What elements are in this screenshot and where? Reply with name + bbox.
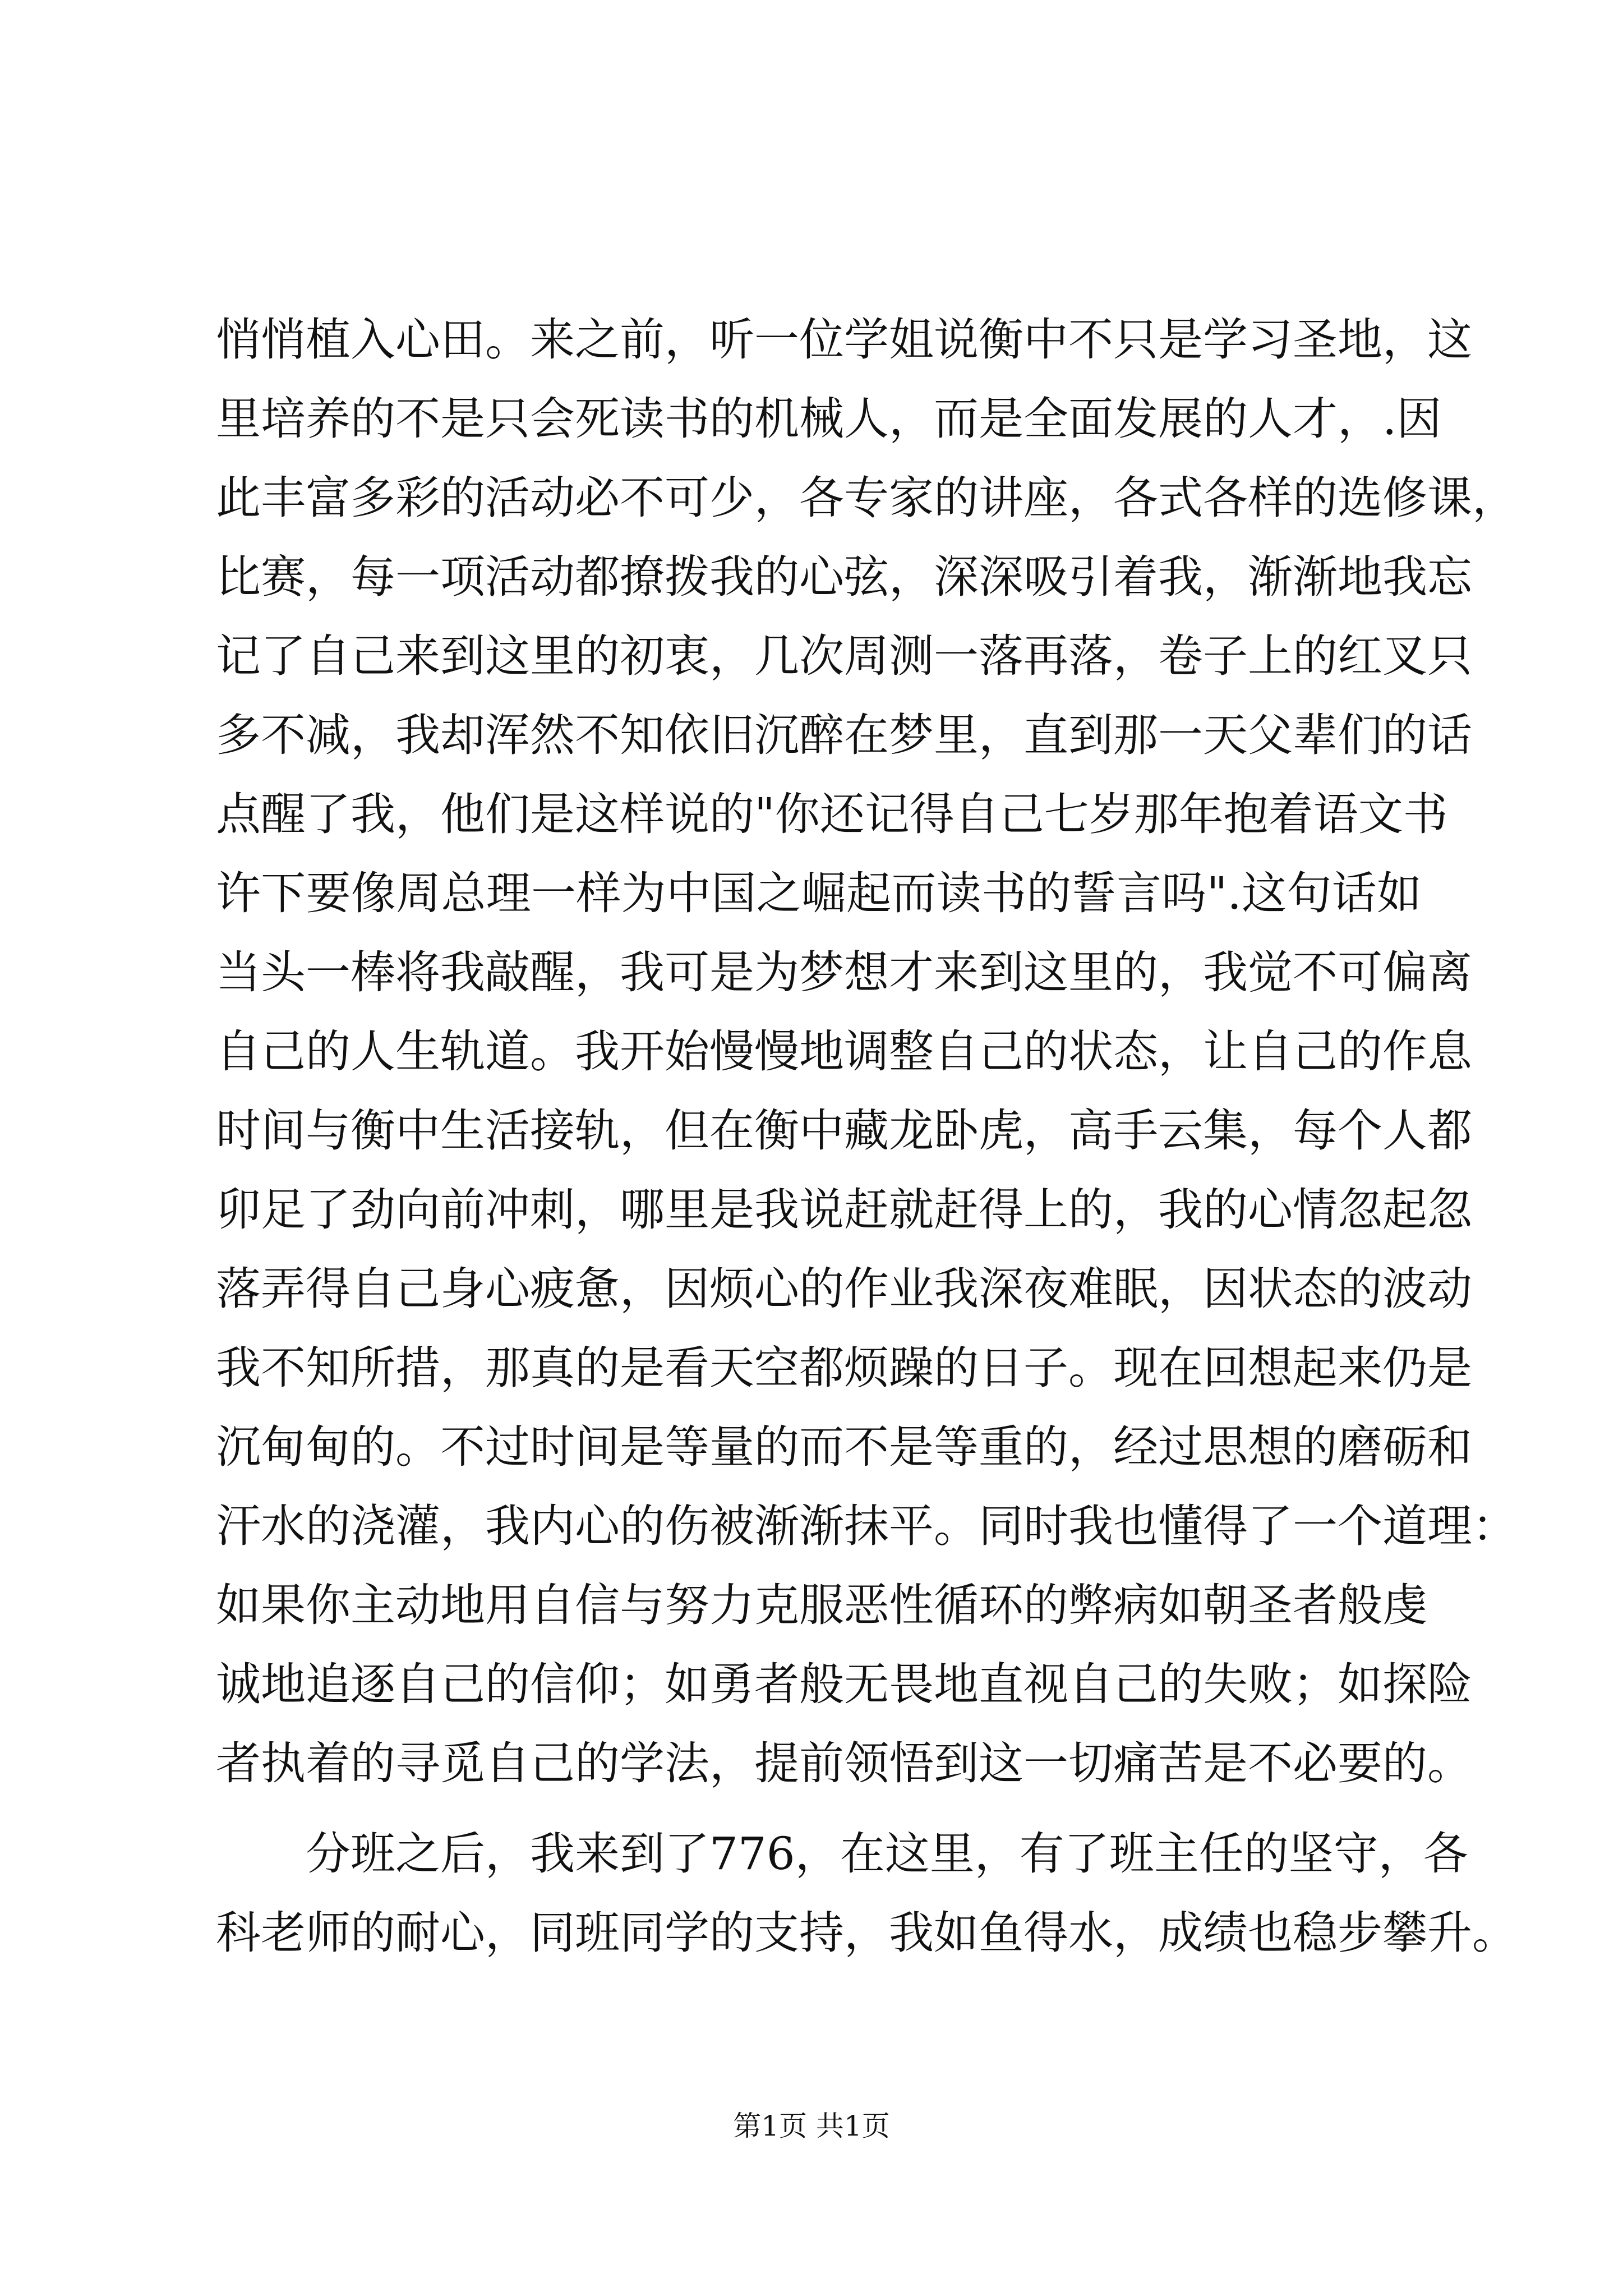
body-text [216,300,1517,1972]
text-line: 当头一棒将我敲醒，我可是为梦想才来到这里的，我觉不可偏离 [216,946,1472,999]
text-line: 汗水的浇灌，我内心的伤被渐渐抹平。同时我也懂得了一个道理： [216,1500,1517,1552]
page-footer: 第1页 共1页 [733,2110,890,2142]
text-line: 多不减，我却浑然不知依旧沉醉在梦里，直到那一天父辈们的话 [216,709,1472,761]
text-line: 卯足了劲向前冲刺，哪里是我说赶就赶得上的，我的心情忽起忽 [216,1184,1472,1236]
text-line: 诚地追逐自己的信仰；如勇者般无畏地直视自己的失败；如探险 [216,1658,1472,1710]
text-line: 落弄得自己身心疲惫，因烦心的作业我深夜难眠，因状态的波动 [216,1263,1472,1315]
text-line: 比赛，每一项活动都撩拨我的心弦，深深吸引着我，渐渐地我忘 [216,551,1472,603]
text-line: 科老师的耐心，同班同学的支持，我如鱼得水，成绩也稳步攀升。 [216,1907,1517,1959]
text-line: 里培养的不是只会死读书的机械人，而是全面发展的人才，.因 [216,393,1442,445]
text-line: 点醒了我，他们是这样说的"你还记得自己七岁那年抱着语文书 [216,788,1448,840]
text-line: 我不知所措，那真的是看天空都烦躁的日子。现在回想起来仍是 [216,1342,1472,1394]
text-line: 记了自己来到这里的初衷，几次周测一落再落，卷子上的红叉只 [216,630,1472,682]
text-line: 者执着的寻觅自己的学法，提前领悟到这一切痛苦是不必要的。 [216,1737,1472,1789]
text-line: 悄悄植入心田。来之前，听一位学姐说衡中不只是学习圣地，这 [216,314,1472,366]
text-line: 分班之后，我来到了776，在这里，有了班主任的坚守，各 [306,1828,1468,1880]
text-line: 自己的人生轨道。我开始慢慢地调整自己的状态，让自己的作息 [216,1025,1472,1078]
text-line: 许下要像周总理一样为中国之崛起而读书的誓言吗".这句话如 [216,867,1422,919]
text-line: 时间与衡中生活接轨，但在衡中藏龙卧虎，高手云集，每个人都 [216,1105,1472,1157]
text-line: 沉甸甸的。不过时间是等量的而不是等重的，经过思想的磨砺和 [216,1421,1472,1473]
text-line: 如果你主动地用自信与努力克服恶性循环的弊病如朝圣者般虔 [216,1579,1427,1631]
text-line: 此丰富多彩的活动必不可少，各专家的讲座，各式各样的选修课， [216,472,1517,524]
